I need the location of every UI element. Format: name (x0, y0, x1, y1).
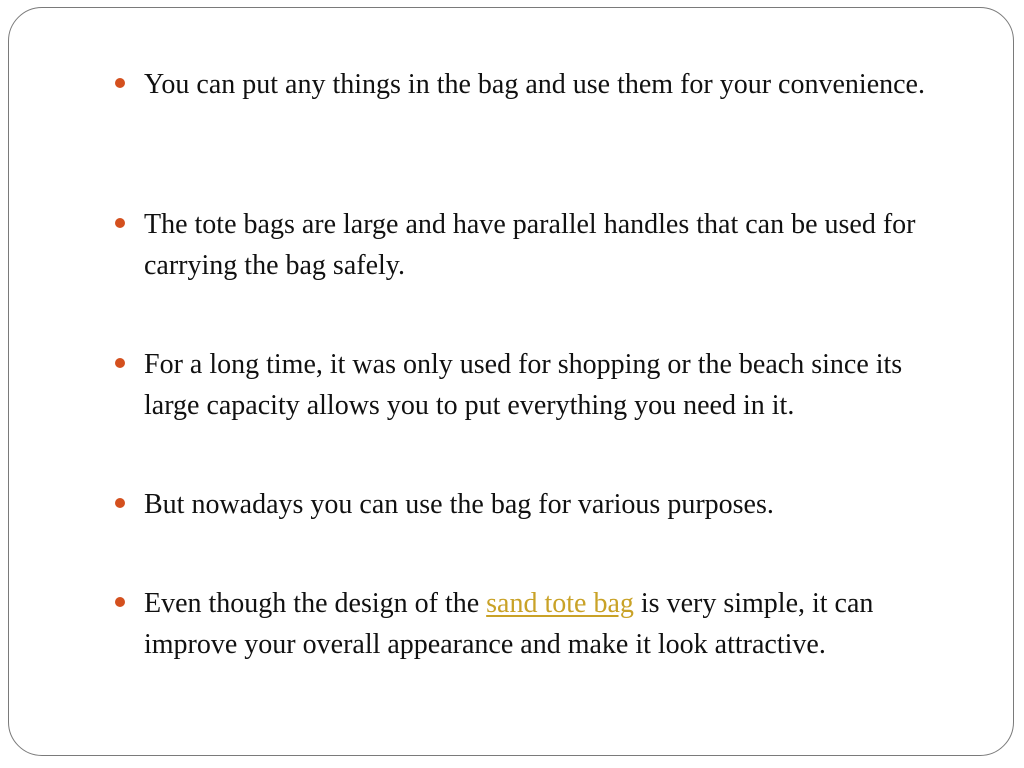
bullet-text: But nowadays you can use the bag for various purposes. (144, 489, 774, 520)
bullet-text-before-link: Even though the design of the (144, 588, 487, 619)
bullet-text: The tote bags are large and have parallel handles that can be used for carrying the bag safely. (144, 209, 916, 281)
bullet-text-after-link: is very simple, it can improve your overall appearance and make it look attractive. (144, 588, 874, 660)
bullet-dot-icon (115, 78, 125, 88)
bullet-item-5 (144, 583, 944, 665)
bullet-text: For a long time, it was only used for shopping or the beach since its large capacity allows you to put everything you need in it. (144, 349, 903, 421)
bullet-dot-icon (115, 218, 125, 228)
bullet-text: You can put any things in the bag and use them for your convenience. (144, 69, 925, 100)
bullet-item-3 (144, 344, 944, 426)
bullet-dot-icon (115, 597, 125, 607)
bullet-item-2 (144, 204, 944, 286)
sand-tote-bag-link[interactable]: sand tote bag (486, 588, 634, 619)
bullet-item-4 (144, 484, 944, 525)
bullet-dot-icon (115, 358, 125, 368)
bullet-item-1 (144, 64, 944, 105)
bullet-dot-icon (115, 498, 125, 508)
